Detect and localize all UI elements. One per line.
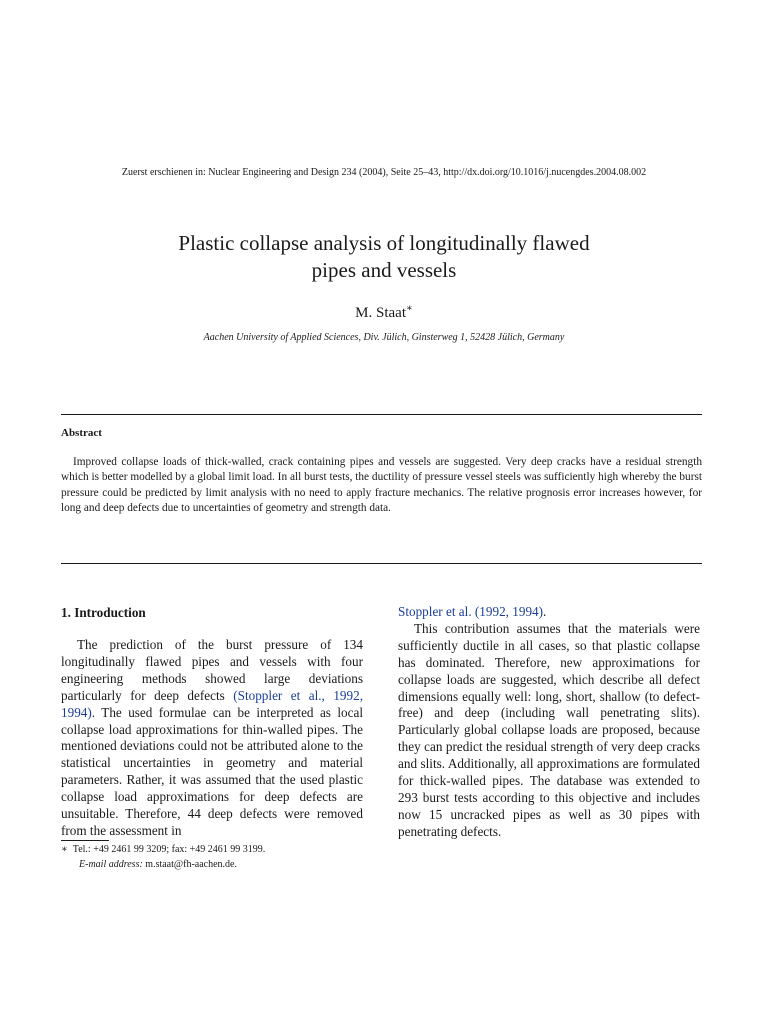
citation-link-stoppler-2[interactable]: Stoppler et al. (1992, 1994) <box>398 604 544 619</box>
intro-paragraph-1-continued <box>398 604 700 621</box>
author-name: M. Staat <box>355 305 407 321</box>
affiliation: Aachen University of Applied Sciences, Div. Jülich, Ginsterweg 1, 52428 Jülich, Germany <box>203 332 565 343</box>
intro-paragraph-2: This contribution assumes that the materials were sufficiently ductile in all cases, so that plastic collapse has dominated. Therefore, new approximations for collapse loads are suggested, which describe all defect dimensions equally well: long, short, shallow (to defect-free) and deep (including wall penetrating slits). Particularly global collapse loads are proposed, because they can predict the residual strength of very deep cracks and slits. Additionally, all approximations are formulated for thick-walled pipes. The database was extended to 293 burst tests according to this objective and includes now 15 uncracked pipes as well as 30 pipes with penetrating defects. <box>398 620 700 839</box>
author <box>0 299 768 323</box>
left-column <box>61 604 363 840</box>
abstract-top-rule <box>61 414 702 415</box>
footnote-email-line <box>61 857 363 872</box>
footnote-contact <box>61 842 363 857</box>
right-column <box>398 604 700 841</box>
intro-p1-text-cont: . The used formulae can be interpreted as local collapse load approximations for thin-walled pipes. The mentioned deviations could not be attributed alone to the statistical uncertainties in geometry and material parameters. Rather, it was assumed that the used plastic collapse load approximations for deep defects are unsuitable. Therefore, 44 deep defects were removed from the assessment in <box>61 704 363 838</box>
intro-paragraph-1 <box>61 637 363 840</box>
paper-title <box>0 230 768 284</box>
email-address[interactable]: m.staat@fh-aachen.de. <box>145 859 237 870</box>
footnote <box>61 842 363 872</box>
intro-p1-text: The prediction of the burst pressure of 134 longitudinally flawed pipes and vessels with four engineering methods showed large deviations particularly for deep defects <box>61 637 363 703</box>
email-label: E-mail address: <box>79 859 143 870</box>
abstract-heading: Abstract <box>61 427 102 439</box>
title-line-2: pipes and vessels <box>311 258 457 282</box>
citation-link-stoppler-1[interactable]: (Stoppler et al., 1992, 1994) <box>61 687 363 720</box>
intro-p1-end: . <box>543 604 547 619</box>
footnote-rule <box>61 840 109 841</box>
section-heading-introduction: 1. Introduction <box>61 605 146 620</box>
title-line-1: Plastic collapse analysis of longitudinally flawed <box>178 231 590 255</box>
abstract-bottom-rule <box>61 563 702 564</box>
footnote-phone-fax: Tel.: +49 2461 99 3209; fax: +49 2461 99 3199. <box>72 844 266 855</box>
footnote-mark: ∗ <box>61 844 68 855</box>
author-footnote-mark[interactable]: ∗ <box>406 303 413 314</box>
origin-note: Zuerst erschienen in: Nuclear Engineering and Design 234 (2004), Seite 25–43, http://dx.doi.org/10.1016/j.nucengdes.2004.08.002 <box>121 167 647 178</box>
abstract-text: Improved collapse loads of thick-walled, crack containing pipes and vessels are suggested. Very deep cracks have a residual strength which is better modelled by a global limit load. In all burst tests, the ductility of pressure vessel steels was sufficiently high whereby the burst pressure could be predicted by limit analysis with no need to apply fracture mechanics. The relative prognosis error increases however, for long and deep defects due to uncertainties of geometry and strength data. <box>61 456 702 515</box>
